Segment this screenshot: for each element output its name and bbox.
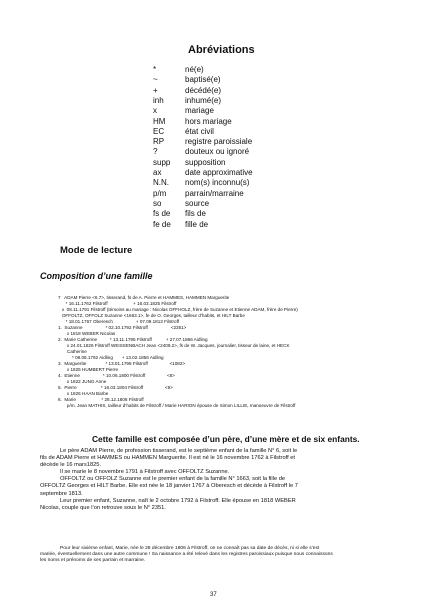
example-line: x 24.01.1826 Filstroff WEISSENBACH Jean <2409.2>, fs de W. Jacques, journalier, tisseur de laine, et HECK (58, 343, 290, 348)
abbreviation-meaning: date approximative (185, 168, 253, 177)
example-line: Catherine (58, 349, 87, 354)
abbreviation-key: fs de (153, 209, 171, 219)
abbreviation-meaning: hors mariage (185, 116, 232, 126)
paragraph-line: décède le 16 mars1825. (40, 462, 102, 469)
example-line: 2. Marie Catherine * 13.11.1795 Filstroff + 27.07.1866 Aidling (58, 337, 208, 342)
abbreviation-meaning: douteux ou ignoré (185, 147, 250, 157)
abbreviation-meaning: né(e) (185, 65, 204, 74)
note-line: les noms et prénoms de ses parrain et marraine. (40, 558, 146, 564)
abbreviation-meaning: décédé(e) (185, 85, 222, 95)
example-line: 6. Marie * 28.12.1806 Filstroff (58, 397, 144, 402)
example-line: p/m. Jean MATHIS, tailleur d’habits de Filstroff / Marie HARION épouse de Simon LILLIE, manoeuvre de Filstroff (58, 403, 296, 408)
abbreviation-meaning: source (185, 198, 210, 208)
paragraph (40, 469, 398, 476)
abbreviation-meaning: fille de (185, 219, 209, 229)
family-example (58, 295, 298, 409)
abbreviation-meaning: fils de (185, 209, 206, 219)
paragraph-line: Il se marie le 8 novembre 1791 à Filstroff avec OFFOLTZ Suzanne. (60, 469, 230, 476)
example-line: * 08.08.1792 Aidling + 13.02.1856 Aidling (58, 355, 164, 360)
example-line: x 1826 HAAN Barbe (58, 391, 109, 396)
example-line: 3. Marguerite * 13.01.1798 Filstroff <1082> (58, 361, 186, 366)
paragraph (40, 476, 398, 497)
note-line: mariée, éventuellement dans une autre commune ! Sa naissance a été relevé dans les registres paroissiaux puisque nous connaissons (40, 552, 333, 558)
abbreviation-key: HM (153, 116, 166, 126)
family-summary: Cette famille est composée d’un père, d’une mère et de six enfants. (92, 434, 360, 444)
body-text (40, 448, 398, 512)
paragraph-line: Leur premier enfant, Suzanne, naît le 2 octobre 1792 à Filstroff. Elle épouse en 1818 WEBER (60, 497, 296, 504)
abbreviation-meaning: supposition (185, 157, 226, 167)
footnote-text (40, 546, 333, 564)
example-line: 7 ADAM Pierre <6.7>, tisserand, fs de A. Pierre et HAMMES, HAMMEN Marguerite (58, 295, 230, 300)
paragraph-line: Le père ADAM Pierre, de profession tisserand, est le septième enfant de la famille N° 6, soit le (60, 448, 298, 454)
example-line: x 08.11.1791 Filstroff (témoins au mariage : Nicolas OFFHOLZ, frère de Suzanne et Etienne ADAM, frère de Pierre) (58, 307, 298, 312)
abbreviation-key: RP (153, 137, 165, 147)
example-line: 4. Etienne * 10.06.1800 Filstroff <8> (58, 373, 175, 378)
abbreviation-key: p/m (153, 188, 167, 198)
paragraph-line: septembre 1813. (40, 490, 83, 497)
abbreviations-title: Abréviations (188, 44, 255, 56)
paragraph-line: OFFOLTZ Georges et HILT Barbe. Elle est née le 18 janvier 1767 à Oberesch et décède à Filstroff le 7 (40, 483, 298, 490)
paragraph (40, 498, 398, 512)
example-line: x 1818 WEBER Nicolas (58, 331, 116, 336)
paragraph-line: Nicolas, couple que l’on retrouve sous le N° 2351. (40, 504, 166, 511)
example-line: 5. Pierre * 16.03.1804 Filstroff <9> (58, 385, 173, 390)
example-line: * 18.01.1767 Oberesch + 07.09.1813 Filstroff (58, 319, 180, 324)
abbreviation-meaning: nom(s) inconnu(s) (185, 178, 250, 188)
abbreviation-key: x (153, 106, 157, 116)
example-line: 1. Suzanne * 02.10.1792 Filstroff <2351> (58, 325, 187, 330)
abbreviation-key: + (153, 85, 158, 95)
abbreviation-key: ~ (153, 75, 158, 85)
abbreviation-key: ? (153, 147, 158, 157)
abbreviation-meaning: registre paroissiale (185, 137, 253, 147)
abbreviation-key: inh (153, 95, 164, 105)
abbreviation-key: so (153, 198, 162, 208)
abbreviation-key: N.N. (153, 178, 169, 188)
abbreviation-meaning: baptisé(e) (185, 75, 221, 85)
example-line: OFFOLTZ, OFFOLZ Suzanne <1663.1>, fe de O. Georges, tailleur d’habits, et HILT Barbe (58, 313, 245, 318)
abbreviation-key: supp (153, 157, 171, 167)
abbreviation-meaning: état civil (185, 126, 214, 136)
abbreviation-key: * (153, 65, 157, 74)
paragraph (40, 448, 398, 469)
subsection-heading: Composition d’une famille (40, 271, 153, 281)
abbreviation-key: EC (153, 126, 165, 136)
section-heading: Mode de lecture (60, 245, 133, 256)
example-line: x 1825 HUMBERT Pierre (58, 367, 119, 372)
note-line: Pour leur sixième enfant, Marie, née le 28 décembre 1806 à Filstroff, on ne connaît pas sa date de décès, ni si elle s’est (60, 546, 320, 551)
abbreviation-meaning: parrain/marraine (185, 188, 244, 198)
paragraph-line: OFFOLTZ ou OFFOLZ Suzanne est le premier enfant de la famille N° 1663, soit la fille de (60, 476, 286, 483)
abbreviation-meaning: inhumé(e) (185, 95, 222, 105)
example-line: * 16.11.1762 Filstroff + 16.03.1825 Filstroff (58, 301, 177, 306)
abbreviation-key: ax (153, 168, 162, 177)
paragraph-line: fils de ADAM Pierre et HAMMES ou HAMMEN Marguerite. Il est né le 16 novembre 1762 à Filstroff et (40, 455, 295, 462)
abbreviation-key: fe de (153, 219, 171, 229)
example-line: x 1822 JUNG Anne (58, 379, 107, 384)
page-number: 37 (210, 592, 217, 598)
abbreviation-meaning: mariage (185, 106, 214, 116)
